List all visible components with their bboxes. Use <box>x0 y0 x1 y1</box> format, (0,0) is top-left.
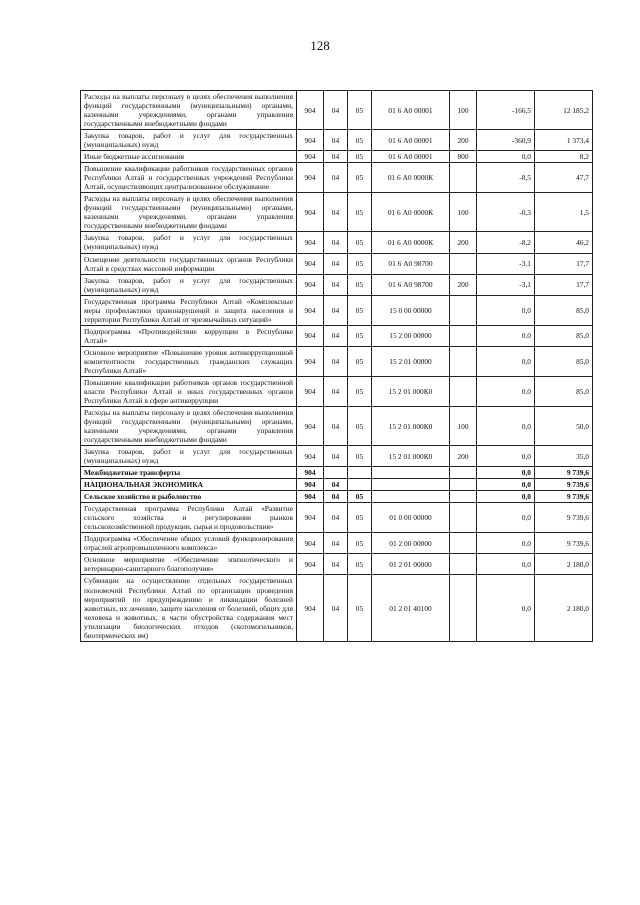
table-body <box>81 91 593 642</box>
cell-ministry-code: 904 <box>297 446 324 467</box>
cell-expense-type: 100 <box>450 91 477 130</box>
table-row <box>81 274 593 295</box>
cell-change-amount: 0,0 <box>477 151 535 163</box>
cell-description: Подпрограмма «Обеспечение общих условий функционирования отраслей агропромышленного комплекса» <box>81 533 297 554</box>
cell-change-amount: 0,0 <box>477 446 535 467</box>
cell-ministry-code: 904 <box>297 232 324 253</box>
cell-target-article: 15 2 01 00000 <box>372 346 450 376</box>
cell-description: Иные бюджетные ассигнования <box>81 151 297 163</box>
cell-subsection-code: 05 <box>348 274 372 295</box>
cell-total-amount: 9 739,6 <box>535 491 593 503</box>
cell-subsection-code: 05 <box>348 406 372 445</box>
cell-total-amount: 50,0 <box>535 406 593 445</box>
cell-subsection-code: 05 <box>348 232 372 253</box>
cell-ministry-code: 904 <box>297 406 324 445</box>
cell-description: Государственная программа Республики Алтай «Развитие сельского хозяйства и регулирование рынков сельскохозяйственной продукции, сырья и продовольствия» <box>81 503 297 533</box>
cell-target-article: 01 2 01 40100 <box>372 575 450 641</box>
cell-total-amount: 12 185,2 <box>535 91 593 130</box>
cell-subsection-code: 05 <box>348 575 372 641</box>
table-row <box>81 467 593 479</box>
cell-change-amount: 0,0 <box>477 575 535 641</box>
cell-description: Государственная программа Республики Алтай «Комплексные меры профилактики правонарушений и защита населения и территории Республики Алтай от чрезвычайных ситуаций» <box>81 295 297 325</box>
cell-expense-type <box>450 346 477 376</box>
cell-target-article: 01 6 А0 00001 <box>372 91 450 130</box>
cell-section-code: 04 <box>324 554 348 575</box>
cell-section-code: 04 <box>324 575 348 641</box>
cell-total-amount: 17,7 <box>535 274 593 295</box>
cell-subsection-code: 05 <box>348 295 372 325</box>
cell-change-amount: 0,0 <box>477 479 535 491</box>
cell-description: Межбюджетные трансферты <box>81 467 297 479</box>
cell-expense-type <box>450 325 477 346</box>
table-row <box>81 406 593 445</box>
table-row <box>81 491 593 503</box>
table-row <box>81 253 593 274</box>
cell-ministry-code: 904 <box>297 554 324 575</box>
cell-ministry-code: 904 <box>297 91 324 130</box>
cell-total-amount: 2 180,0 <box>535 554 593 575</box>
cell-change-amount: -166,5 <box>477 91 535 130</box>
cell-target-article: 15 2 01 000К0 <box>372 446 450 467</box>
cell-target-article: 01 0 00 00000 <box>372 503 450 533</box>
cell-section-code: 04 <box>324 346 348 376</box>
cell-section-code: 04 <box>324 325 348 346</box>
cell-subsection-code: 05 <box>348 130 372 151</box>
cell-target-article: 15 0 00 00000 <box>372 295 450 325</box>
cell-target-article: 15 2 01 000К0 <box>372 376 450 406</box>
cell-change-amount: 0,0 <box>477 491 535 503</box>
cell-expense-type <box>450 467 477 479</box>
cell-ministry-code: 904 <box>297 503 324 533</box>
cell-change-amount: 0,0 <box>477 376 535 406</box>
cell-total-amount: 8,2 <box>535 151 593 163</box>
cell-ministry-code: 904 <box>297 479 324 491</box>
cell-subsection-code: 05 <box>348 253 372 274</box>
table-row <box>81 193 593 232</box>
cell-description: Основное мероприятие «Обеспечение эпизоотического и ветеринарно-санитарного благополучия» <box>81 554 297 575</box>
cell-subsection-code: 05 <box>348 193 372 232</box>
cell-total-amount: 47,7 <box>535 163 593 193</box>
cell-change-amount: -8,2 <box>477 232 535 253</box>
cell-expense-type <box>450 554 477 575</box>
cell-expense-type <box>450 533 477 554</box>
cell-ministry-code: 904 <box>297 163 324 193</box>
page-number: 128 <box>310 38 330 53</box>
cell-section-code: 04 <box>324 232 348 253</box>
table-row <box>81 479 593 491</box>
cell-section-code: 04 <box>324 446 348 467</box>
cell-description: Повышение квалификации работников органов государственной власти Республики Алтай и иных государственных органов Республики Алтай в сфере антикоррупции <box>81 376 297 406</box>
cell-expense-type: 200 <box>450 274 477 295</box>
cell-total-amount: 2 180,0 <box>535 575 593 641</box>
cell-section-code: 04 <box>324 91 348 130</box>
cell-expense-type <box>450 503 477 533</box>
cell-description: Сельское хозяйство и рыболовство <box>81 491 297 503</box>
cell-total-amount: 85,0 <box>535 325 593 346</box>
cell-section-code <box>324 467 348 479</box>
cell-change-amount: 0,0 <box>477 325 535 346</box>
cell-description: Закупка товаров, работ и услуг для государственных (муниципальных) нужд <box>81 232 297 253</box>
table-row <box>81 325 593 346</box>
cell-section-code: 04 <box>324 533 348 554</box>
table-row <box>81 130 593 151</box>
cell-subsection-code: 05 <box>348 91 372 130</box>
cell-expense-type: 200 <box>450 446 477 467</box>
cell-expense-type: 800 <box>450 151 477 163</box>
budget-table <box>80 90 593 642</box>
cell-ministry-code: 904 <box>297 491 324 503</box>
cell-change-amount: -3,1 <box>477 274 535 295</box>
cell-change-amount: 0,0 <box>477 467 535 479</box>
cell-total-amount: 9 739,6 <box>535 479 593 491</box>
cell-total-amount: 35,0 <box>535 446 593 467</box>
cell-target-article <box>372 491 450 503</box>
cell-expense-type <box>450 253 477 274</box>
cell-change-amount: -8,5 <box>477 163 535 193</box>
cell-total-amount: 1,5 <box>535 193 593 232</box>
cell-total-amount: 17,7 <box>535 253 593 274</box>
cell-description: Субвенции на осуществление отдельных государственных полномочий Республики Алтай по организации проведения мероприятий по предупреждению и ликвидации болезней животных, их лечению, защите населения от болезней, общих для человека и животных, в части обустройства содержания мест утилизации биологических отходов (скотомогильников, биотермических ям) <box>81 575 297 641</box>
cell-change-amount: -360,9 <box>477 130 535 151</box>
cell-description: Расходы на выплаты персоналу в целях обеспечения выполнения функций государственными (муниципальными) органами, казенными учреждениями, органами управления государственными внебюджетными фондами <box>81 91 297 130</box>
cell-section-code: 04 <box>324 376 348 406</box>
cell-target-article: 01 6 А0 98700 <box>372 253 450 274</box>
cell-target-article: 01 2 01 00000 <box>372 554 450 575</box>
cell-section-code: 04 <box>324 406 348 445</box>
cell-ministry-code: 904 <box>297 295 324 325</box>
table-row <box>81 163 593 193</box>
cell-ministry-code: 904 <box>297 274 324 295</box>
cell-target-article: 01 6 А0 00001 <box>372 151 450 163</box>
cell-total-amount: 1 373,4 <box>535 130 593 151</box>
cell-section-code: 04 <box>324 151 348 163</box>
cell-expense-type <box>450 295 477 325</box>
table-row <box>81 503 593 533</box>
cell-description: Расходы на выплаты персоналу в целях обеспечения выполнения функций государственными (муниципальными) органами, казенными учреждениями, органами управления государственными внебюджетными фондами <box>81 193 297 232</box>
cell-change-amount: 0,0 <box>477 533 535 554</box>
cell-ministry-code: 904 <box>297 346 324 376</box>
cell-expense-type: 100 <box>450 406 477 445</box>
cell-section-code: 04 <box>324 491 348 503</box>
cell-section-code: 04 <box>324 503 348 533</box>
cell-subsection-code <box>348 467 372 479</box>
cell-description: НАЦИОНАЛЬНАЯ ЭКОНОМИКА <box>81 479 297 491</box>
cell-expense-type <box>450 575 477 641</box>
cell-subsection-code: 05 <box>348 503 372 533</box>
cell-ministry-code: 904 <box>297 575 324 641</box>
cell-subsection-code: 05 <box>348 554 372 575</box>
cell-target-article <box>372 479 450 491</box>
cell-expense-type: 200 <box>450 232 477 253</box>
cell-ministry-code: 904 <box>297 193 324 232</box>
cell-description: Закупка товаров, работ и услуг для государственных (муниципальных) нужд <box>81 446 297 467</box>
cell-subsection-code: 05 <box>348 491 372 503</box>
cell-change-amount: -3,1 <box>477 253 535 274</box>
cell-total-amount: 85,0 <box>535 295 593 325</box>
table-row <box>81 446 593 467</box>
cell-subsection-code <box>348 479 372 491</box>
cell-subsection-code: 05 <box>348 346 372 376</box>
cell-section-code: 04 <box>324 163 348 193</box>
cell-target-article: 15 2 00 00000 <box>372 325 450 346</box>
table-row <box>81 346 593 376</box>
cell-target-article: 01 6 А0 0000К <box>372 163 450 193</box>
cell-expense-type <box>450 479 477 491</box>
table-row <box>81 376 593 406</box>
cell-section-code: 04 <box>324 193 348 232</box>
cell-total-amount: 85,0 <box>535 376 593 406</box>
cell-target-article <box>372 467 450 479</box>
cell-change-amount: 0,0 <box>477 295 535 325</box>
cell-expense-type: 200 <box>450 130 477 151</box>
cell-target-article: 01 6 А0 98700 <box>372 274 450 295</box>
cell-description: Расходы на выплаты персоналу в целях обеспечения выполнения функций государственными (муниципальными) органами, казенными учреждениями, органами управления государственными внебюджетными фондами <box>81 406 297 445</box>
cell-section-code: 04 <box>324 274 348 295</box>
table-row <box>81 533 593 554</box>
cell-target-article: 15 2 01 000К0 <box>372 406 450 445</box>
table-row <box>81 151 593 163</box>
cell-description: Повышение квалификации работников государственных органов Республики Алтай и государственных учреждений Республики Алтай, осуществляющих централизованное обслуживание <box>81 163 297 193</box>
cell-description: Закупка товаров, работ и услуг для государственных (муниципальных) нужд <box>81 274 297 295</box>
cell-description: Основное мероприятие «Повышение уровня антикоррупционной компетентности государственных гражданских служащих Республики Алтай» <box>81 346 297 376</box>
cell-subsection-code: 05 <box>348 533 372 554</box>
table-row <box>81 91 593 130</box>
cell-total-amount: 85,0 <box>535 346 593 376</box>
cell-section-code: 04 <box>324 479 348 491</box>
cell-change-amount: 0,0 <box>477 346 535 376</box>
cell-ministry-code: 904 <box>297 467 324 479</box>
cell-total-amount: 9 739,6 <box>535 533 593 554</box>
cell-ministry-code: 904 <box>297 130 324 151</box>
cell-change-amount: -0,3 <box>477 193 535 232</box>
cell-subsection-code: 05 <box>348 376 372 406</box>
cell-expense-type <box>450 376 477 406</box>
cell-subsection-code: 05 <box>348 151 372 163</box>
cell-change-amount: 0,0 <box>477 406 535 445</box>
cell-ministry-code: 904 <box>297 376 324 406</box>
table-row <box>81 575 593 641</box>
cell-target-article: 01 6 А0 00001 <box>372 130 450 151</box>
cell-ministry-code: 904 <box>297 151 324 163</box>
cell-description: Освещение деятельности государственных органов Республики Алтай в средствах массовой информации <box>81 253 297 274</box>
cell-total-amount: 9 739,6 <box>535 467 593 479</box>
cell-change-amount: 0,0 <box>477 554 535 575</box>
cell-target-article: 01 6 А0 0000К <box>372 232 450 253</box>
cell-expense-type <box>450 163 477 193</box>
table-row <box>81 232 593 253</box>
cell-ministry-code: 904 <box>297 325 324 346</box>
cell-subsection-code: 05 <box>348 446 372 467</box>
cell-description: Подпрограмма «Противодействие коррупции в Республике Алтай» <box>81 325 297 346</box>
cell-section-code: 04 <box>324 295 348 325</box>
cell-expense-type: 100 <box>450 193 477 232</box>
cell-ministry-code: 904 <box>297 533 324 554</box>
cell-expense-type <box>450 491 477 503</box>
cell-ministry-code: 904 <box>297 253 324 274</box>
table-row <box>81 295 593 325</box>
cell-subsection-code: 05 <box>348 163 372 193</box>
cell-section-code: 04 <box>324 253 348 274</box>
cell-total-amount: 46,2 <box>535 232 593 253</box>
cell-subsection-code: 05 <box>348 325 372 346</box>
cell-target-article: 01 6 А0 0000К <box>372 193 450 232</box>
cell-target-article: 01 2 00 00000 <box>372 533 450 554</box>
cell-change-amount: 0,0 <box>477 503 535 533</box>
table-row <box>81 554 593 575</box>
cell-total-amount: 9 739,6 <box>535 503 593 533</box>
cell-section-code: 04 <box>324 130 348 151</box>
cell-description: Закупка товаров, работ и услуг для государственных (муниципальных) нужд <box>81 130 297 151</box>
